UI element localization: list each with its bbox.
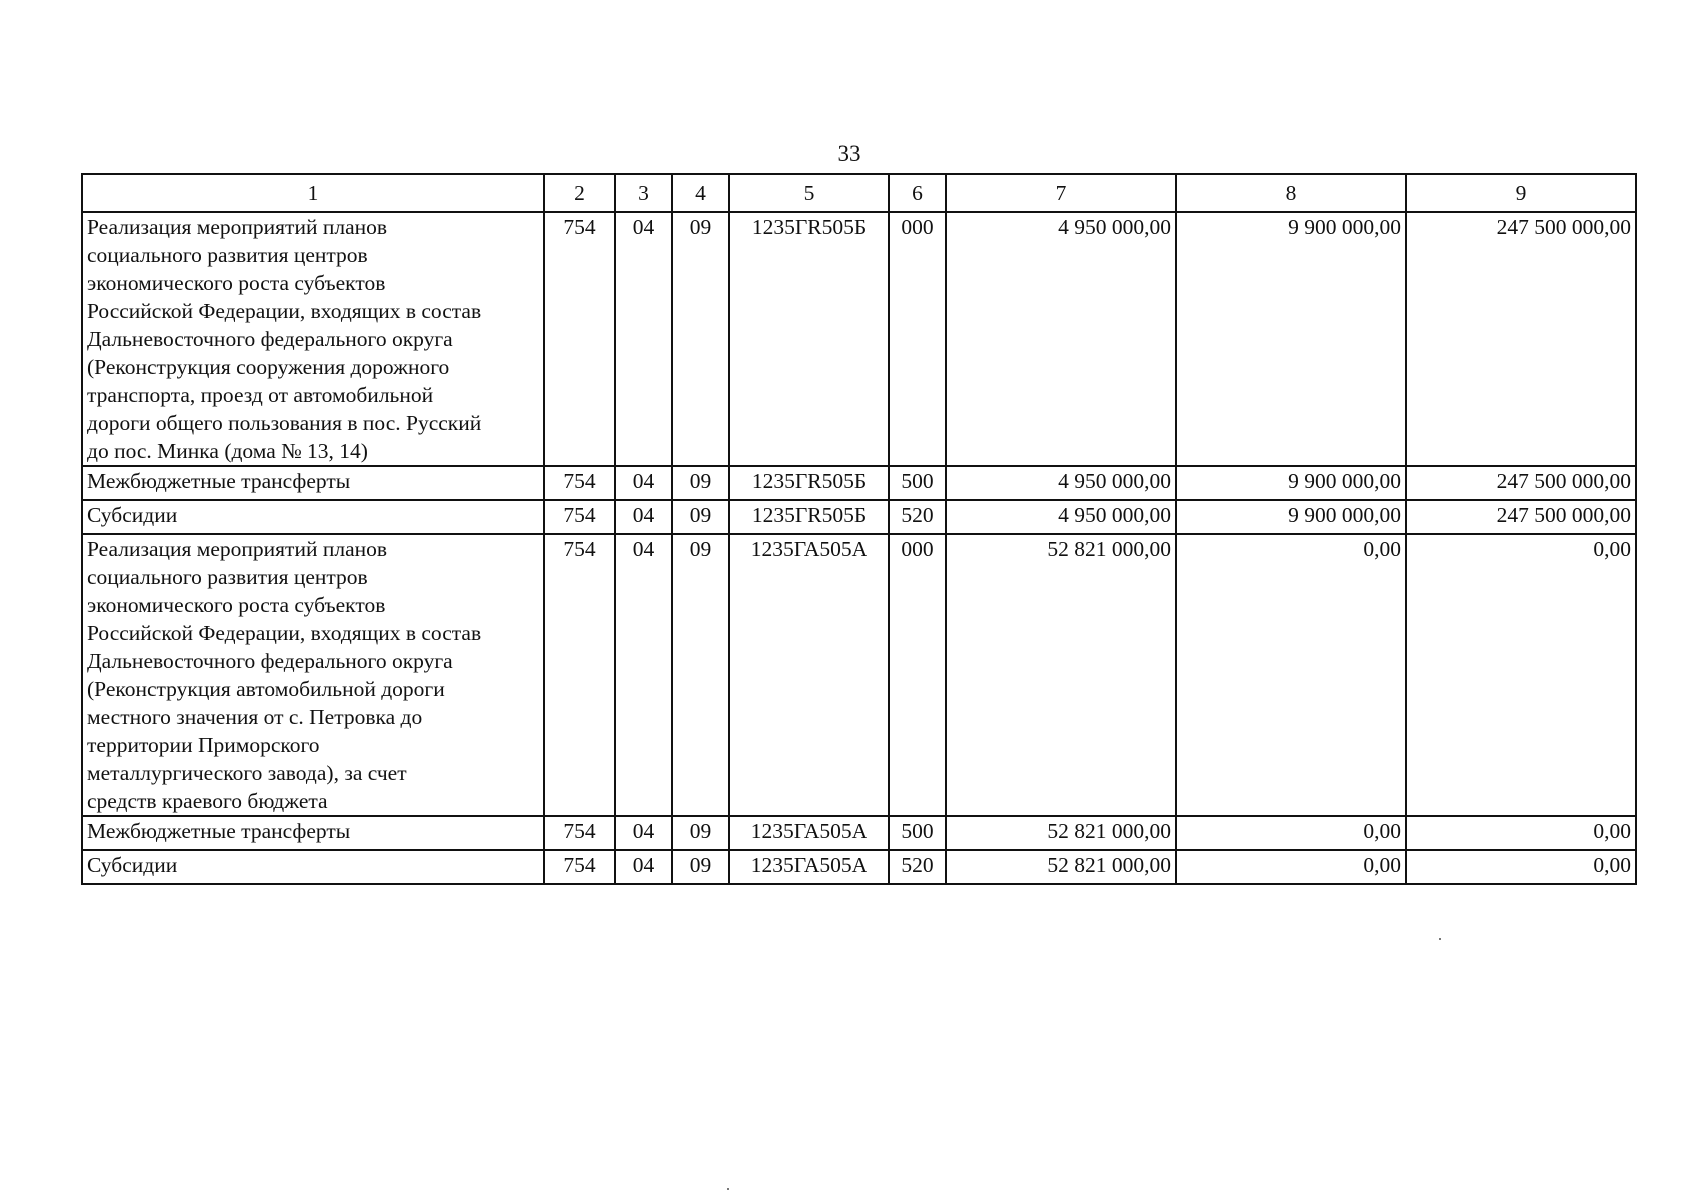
amount-col9: 0,00 (1406, 850, 1636, 884)
section-code: 04 (615, 212, 672, 466)
ministry-code: 754 (544, 500, 615, 534)
subsection-code: 09 (672, 816, 729, 850)
amount-col9: 0,00 (1406, 534, 1636, 816)
scan-speck (727, 1188, 729, 1190)
amount-col8: 0,00 (1176, 850, 1406, 884)
table-header-row (82, 174, 1636, 212)
column-header: 7 (946, 174, 1176, 212)
section-code: 04 (615, 816, 672, 850)
ministry-code: 754 (544, 850, 615, 884)
expense-type-code: 000 (889, 534, 946, 816)
amount-col8: 9 900 000,00 (1176, 212, 1406, 466)
amount-col7: 4 950 000,00 (946, 500, 1176, 534)
amount-col7: 4 950 000,00 (946, 466, 1176, 500)
table-row (82, 500, 1636, 534)
target-article-code: 1235ГА505А (729, 534, 889, 816)
amount-col8: 9 900 000,00 (1176, 500, 1406, 534)
amount-col7: 52 821 000,00 (946, 534, 1176, 816)
target-article-code: 1235ГА505А (729, 850, 889, 884)
row-name: Реализация мероприятий планов социального развития центров экономического роста субъектов Российской Федерации, входящих в состав Дальневосточного федерального округа (Реконструкция автомобильной дороги местного значения от с. Петровка до территории Приморского металлургического завода), за счет средств краевого бюджета (82, 534, 544, 816)
subsection-code: 09 (672, 500, 729, 534)
table-row (82, 466, 1636, 500)
table-row (82, 212, 1636, 466)
target-article-code: 1235ГR505Б (729, 500, 889, 534)
row-name: Субсидии (82, 850, 544, 884)
ministry-code: 754 (544, 466, 615, 500)
amount-col8: 9 900 000,00 (1176, 466, 1406, 500)
row-name: Межбюджетные трансферты (82, 466, 544, 500)
column-header: 4 (672, 174, 729, 212)
subsection-code: 09 (672, 850, 729, 884)
amount-col7: 52 821 000,00 (946, 850, 1176, 884)
amount-col9: 0,00 (1406, 816, 1636, 850)
page-number: 33 (837, 141, 861, 166)
expense-type-code: 000 (889, 212, 946, 466)
amount-col9: 247 500 000,00 (1406, 500, 1636, 534)
ministry-code: 754 (544, 816, 615, 850)
amount-col9: 247 500 000,00 (1406, 212, 1636, 466)
column-header: 8 (1176, 174, 1406, 212)
expense-type-code: 520 (889, 500, 946, 534)
column-header: 1 (82, 174, 544, 212)
column-header: 3 (615, 174, 672, 212)
target-article-code: 1235ГR505Б (729, 466, 889, 500)
amount-col9: 247 500 000,00 (1406, 466, 1636, 500)
ministry-code: 754 (544, 212, 615, 466)
row-name: Межбюджетные трансферты (82, 816, 544, 850)
amount-col8: 0,00 (1176, 816, 1406, 850)
target-article-code: 1235ГR505Б (729, 212, 889, 466)
section-code: 04 (615, 534, 672, 816)
subsection-code: 09 (672, 534, 729, 816)
subsection-code: 09 (672, 212, 729, 466)
budget-table (81, 173, 1637, 885)
subsection-code: 09 (672, 466, 729, 500)
column-header: 2 (544, 174, 615, 212)
section-code: 04 (615, 466, 672, 500)
section-code: 04 (615, 850, 672, 884)
amount-col8: 0,00 (1176, 534, 1406, 816)
column-header: 5 (729, 174, 889, 212)
table-row (82, 534, 1636, 816)
row-name: Субсидии (82, 500, 544, 534)
table-row (82, 816, 1636, 850)
amount-col7: 52 821 000,00 (946, 816, 1176, 850)
target-article-code: 1235ГА505А (729, 816, 889, 850)
expense-type-code: 500 (889, 466, 946, 500)
ministry-code: 754 (544, 534, 615, 816)
table-row (82, 850, 1636, 884)
row-name: Реализация мероприятий планов социального развития центров экономического роста субъектов Российской Федерации, входящих в состав Дальневосточного федерального округа (Реконструкция сооружения дорожного транспорта, проезд от автомобильной дороги общего пользования в пос. Русский до пос. Минка (дома № 13, 14) (82, 212, 544, 466)
scan-speck (1439, 938, 1441, 940)
column-header: 6 (889, 174, 946, 212)
amount-col7: 4 950 000,00 (946, 212, 1176, 466)
section-code: 04 (615, 500, 672, 534)
column-header: 9 (1406, 174, 1636, 212)
expense-type-code: 520 (889, 850, 946, 884)
expense-type-code: 500 (889, 816, 946, 850)
